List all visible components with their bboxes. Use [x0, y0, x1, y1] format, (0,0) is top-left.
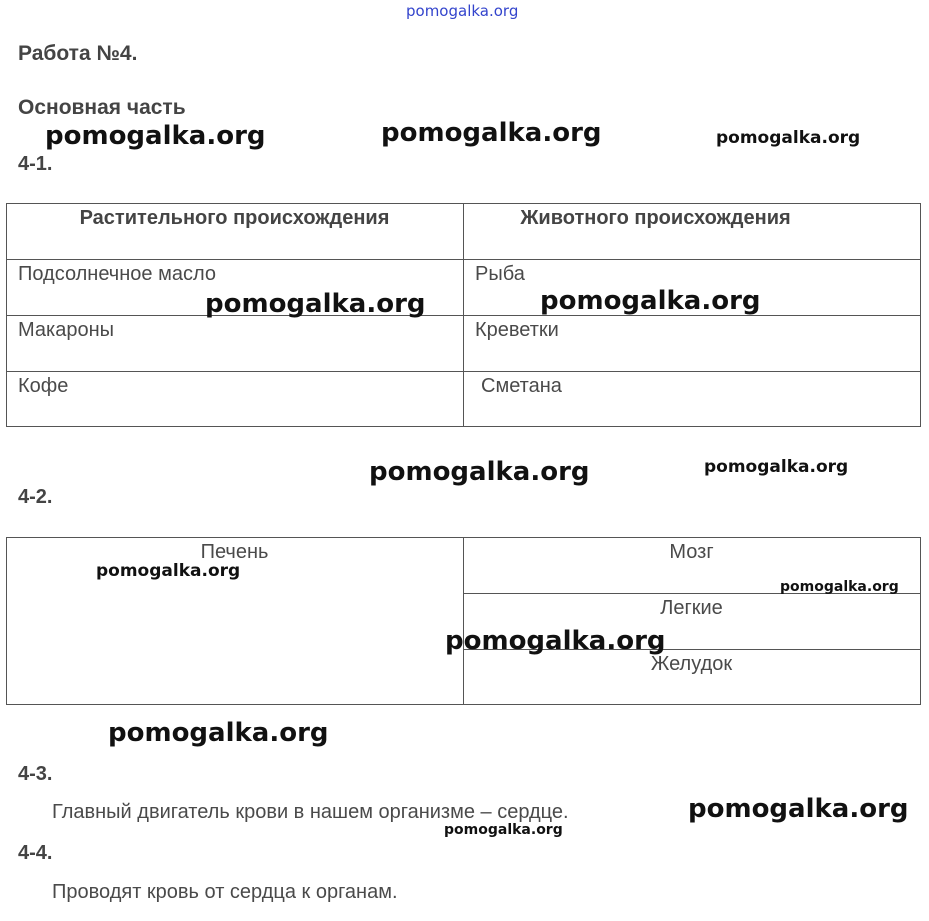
- organ-right: Легкие: [660, 597, 723, 619]
- section-title: Основная часть: [18, 96, 186, 119]
- question-label-4-1: 4-1.: [18, 153, 53, 175]
- table-cell: Рыба: [475, 263, 525, 285]
- table-header-animal: Животного происхождения: [520, 207, 791, 229]
- watermark: pomogalka.org: [369, 457, 590, 487]
- watermark: pomogalka.org: [704, 457, 849, 477]
- watermark: pomogalka.org: [540, 286, 761, 316]
- organ-left: Печень: [200, 541, 269, 563]
- watermark: pomogalka.org: [381, 118, 602, 148]
- watermark-top-link[interactable]: pomogalka.org: [406, 2, 519, 20]
- table-cell: Креветки: [475, 319, 559, 341]
- watermark: pomogalka.org: [205, 289, 426, 319]
- answer-4-4: Проводят кровь от сердца к органам.: [52, 881, 398, 903]
- watermark: pomogalka.org: [445, 626, 666, 656]
- question-label-4-2: 4-2.: [18, 486, 53, 508]
- watermark: pomogalka.org: [45, 121, 266, 151]
- watermark: pomogalka.org: [780, 579, 899, 595]
- table-cell: Подсолнечное масло: [18, 263, 216, 285]
- watermark: pomogalka.org: [688, 794, 909, 824]
- organ-right: Мозг: [669, 541, 714, 563]
- organ-right: Желудок: [650, 653, 733, 675]
- question-label-4-3: 4-3.: [18, 763, 53, 785]
- table-cell: Кофе: [18, 375, 69, 397]
- watermark: pomogalka.org: [444, 822, 563, 838]
- question-label-4-4: 4-4.: [18, 842, 53, 864]
- page-title: Работа №4.: [18, 42, 138, 65]
- table-cell: Сметана: [481, 375, 562, 397]
- watermark: pomogalka.org: [108, 718, 329, 748]
- watermark: pomogalka.org: [716, 128, 861, 148]
- table-header-plant: Растительного происхождения: [79, 207, 390, 229]
- answer-4-3: Главный двигатель крови в нашем организме – сердце.: [52, 801, 569, 823]
- table-cell: Макароны: [18, 319, 114, 341]
- watermark: pomogalka.org: [96, 561, 241, 581]
